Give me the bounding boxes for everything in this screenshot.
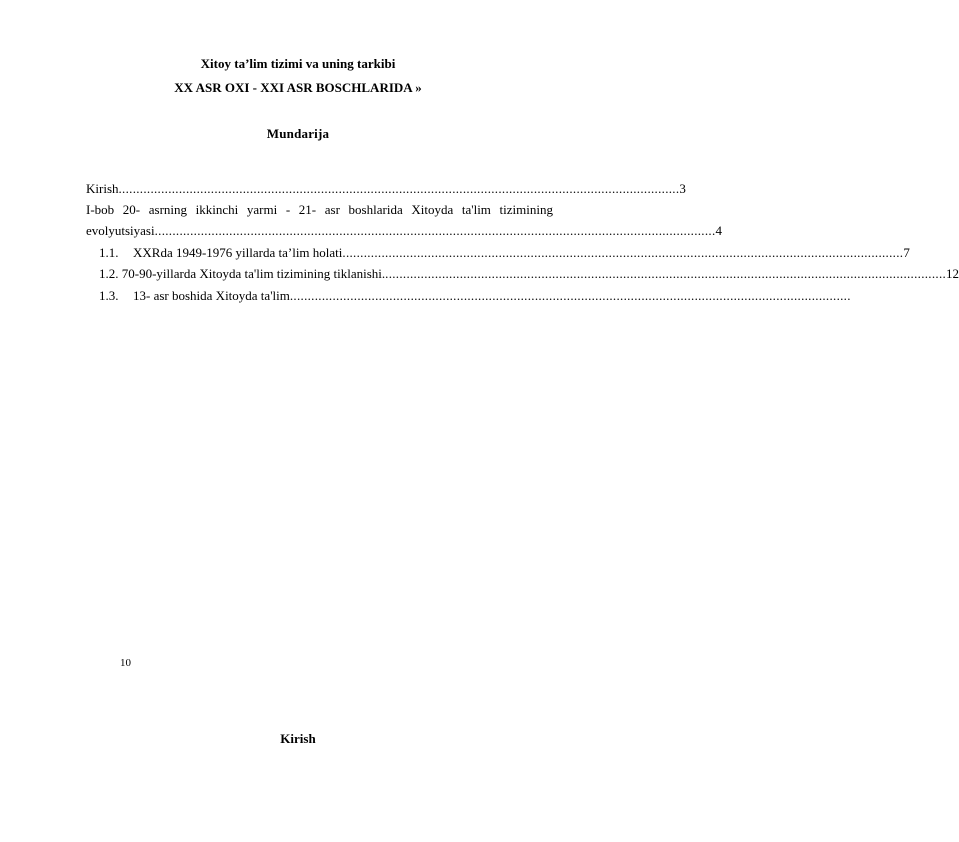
toc-entry-label: 13- asr boshida Xitoyda ta'lim xyxy=(133,288,290,303)
toc-entry-label: evolyutsiyasi xyxy=(86,223,155,238)
contents-heading: Mundarija xyxy=(266,126,330,141)
toc-leader-dots: .............................................................................................................................................................. xyxy=(118,181,680,196)
toc-entry-chapter1 xyxy=(86,220,723,241)
toc-entry-label: 1.2. 70-90-yillarda Xitoyda ta'lim tizimining tiklanishi. xyxy=(99,266,386,281)
toc-leader-dots: .............................................................................................................................................................. xyxy=(385,266,947,281)
document-subtitle: XX ASR OXI - XXI ASR BOSCHLARIDA » xyxy=(174,80,422,95)
toc-page-number: 3 xyxy=(679,181,686,196)
toc-entry-1-2 xyxy=(99,263,959,284)
toc-entry-number: 1.3. xyxy=(99,288,119,303)
toc-leader-dots: .............................................................................................................................................................. xyxy=(342,245,904,260)
toc-page-number: 4 xyxy=(715,223,723,238)
toc-entry-1-3 xyxy=(99,285,851,306)
toc-entry-label: Kirish xyxy=(86,181,119,196)
toc-entry-number: 1.1. xyxy=(99,245,119,260)
toc-entry-chapter1-line1: I-bob 20- asrning ikkinchi yarmi - 21- asr boshlarida Xitoyda ta'lim tizimining xyxy=(86,202,553,217)
document-title: Xitoy ta’lim tizimi va uning tarkibi xyxy=(200,56,396,71)
section-heading-kirish: Kirish xyxy=(280,731,316,746)
toc-entry-label: XXRda 1949-1976 yillarda ta’lim holati xyxy=(133,245,343,260)
toc-leader-dots: .............................................................................................................................................................. xyxy=(289,288,851,303)
toc-leader-dots: .............................................................................................................................................................. xyxy=(154,223,716,238)
page-number: 10 xyxy=(120,657,131,669)
toc-page-number: 7 xyxy=(903,245,910,260)
toc-page-number: 12 xyxy=(946,266,959,281)
toc-entry-1-1 xyxy=(99,242,910,263)
toc-entry-intro xyxy=(86,178,686,199)
